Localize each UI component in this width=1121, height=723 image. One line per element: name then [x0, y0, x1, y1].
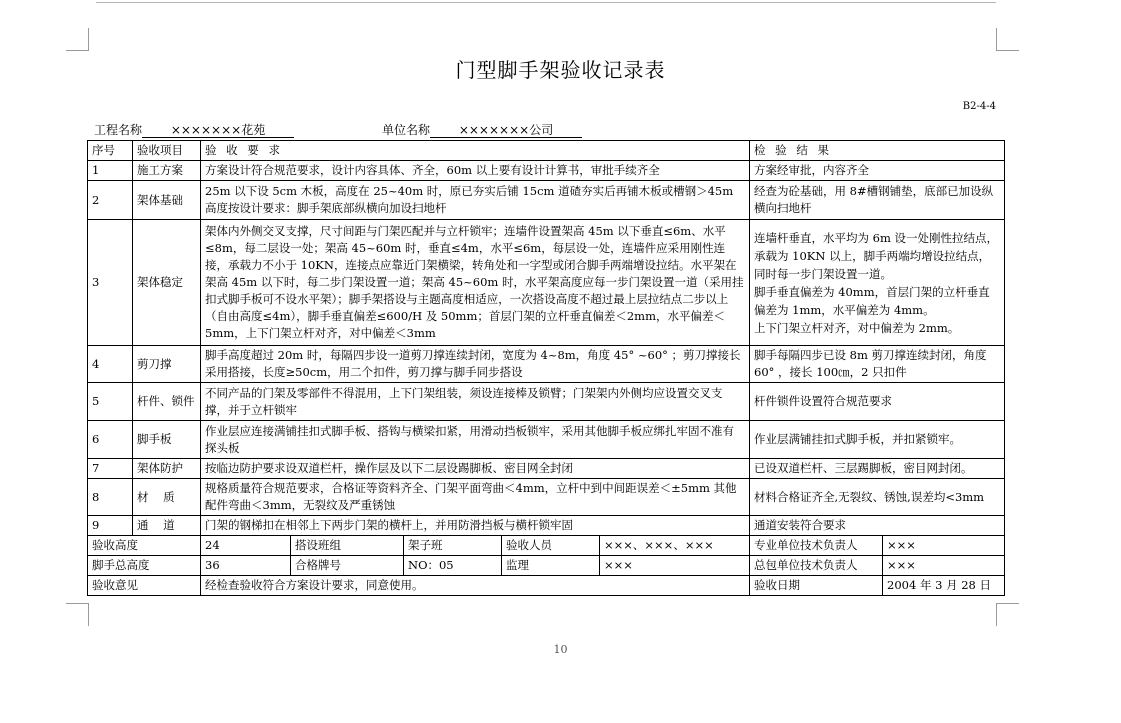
- row-requirement: 作业层应连接满铺挂扣式脚手板、搭钩与横梁扣紧，用滑动挡板锁牢，采用其他脚手板应绑扎牢固不准有探头板: [201, 421, 750, 459]
- cert-label: 合格牌号: [291, 556, 404, 576]
- row-requirement: 架体内外侧交叉支撑，尺寸间距与门架匹配并与立杆锁牢；连墙件设置架高 45m 以下垂直≤6m、水平≤8m，每二层设一处；架高 45~60m 时，垂直≤4m，水平≤6m，每层设一处，连墙件应采用刚性连接，承载力不小于 10KN，连接点应靠近门架横梁，转角处和一字型或闭合脚手两端增设拉结。水平架在架高 45m 以下时，每二步门架设置一道；架高 45~60m 时，水平架高度应每一步门架设置一道（采用挂扣式脚手板可不设水平架）；脚手架搭设与主题高度相适应，一次搭设高度不超过最上层拉结点二步以上（自由高度≤4m），脚手垂直偏差≤600/H 及 50mm；首层门架的立杆垂直偏差＜2mm，水平偏差＜5mm，上下门架立杆对齐，对中偏差＜3mm: [201, 220, 750, 346]
- gen-tech-value: ×××: [883, 556, 1005, 576]
- col-header-no: 序号: [88, 141, 133, 161]
- document-title: 门型脚手架验收记录表: [455, 58, 666, 82]
- table-row: [88, 479, 1005, 516]
- footer-row: [88, 536, 1005, 556]
- result-line: 上下门架立杆对齐，对中偏差为 2mm。: [754, 320, 960, 335]
- project-name-field: [94, 121, 294, 138]
- team-label: 搭设班组: [291, 536, 404, 556]
- row-item: 脚手板: [133, 421, 201, 459]
- row-no: 3: [88, 220, 133, 346]
- row-no: 4: [88, 346, 133, 383]
- row-no: 5: [88, 383, 133, 421]
- row-item: 架体基础: [133, 181, 201, 220]
- table-row: [88, 383, 1005, 421]
- row-result: 方案经审批，内容齐全: [750, 161, 1005, 181]
- crop-mark-top-right: [996, 28, 1019, 51]
- table-row: [88, 181, 1005, 220]
- inspector-label: 验收人员: [502, 536, 600, 556]
- row-result: 作业层满铺挂扣式脚手板，并扣紧锁牢。: [750, 421, 1005, 459]
- row-result: 经查为砼基础，用 8#槽钢铺垫，底部已加设纵横向扫地杆: [750, 181, 1005, 220]
- top-rule: [96, 2, 996, 3]
- row-item: 材 质: [133, 479, 201, 516]
- table-row: [88, 220, 1005, 346]
- table-row: [88, 459, 1005, 479]
- supervisor-label: 监理: [502, 556, 600, 576]
- table-row: [88, 161, 1005, 181]
- unit-name-value: ×××××××公司: [430, 123, 582, 138]
- pro-tech-value: ×××: [883, 536, 1005, 556]
- col-header-result: 检 验 结 果: [750, 141, 1005, 161]
- row-no: 9: [88, 516, 133, 536]
- form-code: B2-4-4: [962, 101, 996, 112]
- row-result: 杆件锁件设置符合规范要求: [750, 383, 1005, 421]
- project-name-label: 工程名称: [94, 123, 143, 137]
- row-item: 杆件、锁件: [133, 383, 201, 421]
- row-result: 材料合格证齐全,无裂纹、锈蚀,误差均<3mm: [750, 479, 1005, 516]
- row-no: 2: [88, 181, 133, 220]
- pro-tech-label: 专业单位技术负责人: [750, 536, 883, 556]
- result-line: 连墙杆垂直，水平均为 6m 设一处刚性拉结点，承载为 10KN 以上，脚手两端均增设拉结点，同时每一步门架设置一道。: [754, 230, 999, 281]
- unit-name-label: 单位名称: [382, 123, 431, 137]
- row-requirement: 不同产品的门架及零部件不得混用，上下门架组装，须设连接棒及锁臂；门架架内外侧均应设置交叉支撑，并于立杆锁牢: [201, 383, 750, 421]
- date-value: 2004 年 3 月 28 日: [883, 576, 1005, 596]
- footer-row: [88, 576, 1005, 596]
- opinion-value: 经检查验收符合方案设计要求，同意使用。: [201, 576, 750, 596]
- crop-mark-bottom-left: [66, 603, 89, 626]
- crop-mark-bottom-right: [996, 603, 1019, 626]
- date-label: 验收日期: [750, 576, 883, 596]
- unit-name-field: [382, 121, 582, 138]
- table-header-row: [88, 141, 1005, 161]
- height-label: 验收高度: [88, 536, 201, 556]
- row-requirement: 门架的钢梯扣在相邻上下两步门架的横杆上，并用防滑挡板与横杆锁牢固: [201, 516, 750, 536]
- crop-mark-top-left: [66, 28, 89, 51]
- row-requirement: 规格质量符合规范要求，合格证等资料齐全、门架平面弯曲＜4mm，立杆中到中间距误差＜±5mm 其他配件弯曲＜3mm，无裂纹及严重锈蚀: [201, 479, 750, 516]
- row-no: 8: [88, 479, 133, 516]
- height-value: 24: [201, 536, 291, 556]
- col-header-item: 验收项目: [133, 141, 201, 161]
- table-row: [88, 346, 1005, 383]
- row-result: 已设双道栏杆、三层踢脚板，密目网封闭。: [750, 459, 1005, 479]
- row-requirement: 方案设计符合规范要求，设计内容具体、齐全，60m 以上要有设计计算书，审批手续齐全: [201, 161, 750, 181]
- opinion-label: 验收意见: [88, 576, 201, 596]
- cert-value: NO：05: [404, 556, 502, 576]
- total-height-value: 36: [201, 556, 291, 576]
- supervisor-value: ×××: [600, 556, 750, 576]
- row-result: 脚手每隔四步已设 8m 剪刀撑连续封闭，角度 60° ，接长 100㎝，2 只扣件: [750, 346, 1005, 383]
- table-row: [88, 421, 1005, 459]
- project-name-value: ×××××××花苑: [142, 123, 294, 138]
- result-line: 脚手垂直偏差为 40mm，首层门架的立杆垂直偏差为 1mm，水平偏差为 4mm。: [754, 284, 990, 317]
- row-item: 架体稳定: [133, 220, 201, 346]
- total-height-label: 脚手总高度: [88, 556, 201, 576]
- page-number: 10: [553, 643, 568, 656]
- row-item: 剪刀撑: [133, 346, 201, 383]
- team-value: 架子班: [404, 536, 502, 556]
- table-row: [88, 516, 1005, 536]
- row-item: 通 道: [133, 516, 201, 536]
- row-item: 架体防护: [133, 459, 201, 479]
- inspection-table: [87, 140, 1005, 596]
- row-no: 6: [88, 421, 133, 459]
- row-no: 1: [88, 161, 133, 181]
- row-no: 7: [88, 459, 133, 479]
- footer-row: [88, 556, 1005, 576]
- col-header-requirement: 验 收 要 求: [201, 141, 750, 161]
- row-result: [750, 220, 1005, 346]
- row-requirement: 脚手高度超过 20m 时，每隔四步设一道剪刀撑连续封闭，宽度为 4~8m，角度 45° ~60° ；剪刀撑接长采用搭接，长度≥50cm，用二个扣件，剪刀撑与脚手同步搭设: [201, 346, 750, 383]
- row-requirement: 25m 以下设 5cm 木板，高度在 25~40m 时，原已夯实后铺 15cm 道碴夯实后再铺木板或槽钢＞45m 高度按设计要求：脚手架底部纵横向加设扫地杆: [201, 181, 750, 220]
- row-result: 通道安装符合要求: [750, 516, 1005, 536]
- inspector-value: ×××、×××、×××: [600, 536, 750, 556]
- row-item: 施工方案: [133, 161, 201, 181]
- row-requirement: 按临边防护要求设双道栏杆，操作层及以下二层设踢脚板、密目网全封闭: [201, 459, 750, 479]
- gen-tech-label: 总包单位技术负责人: [750, 556, 883, 576]
